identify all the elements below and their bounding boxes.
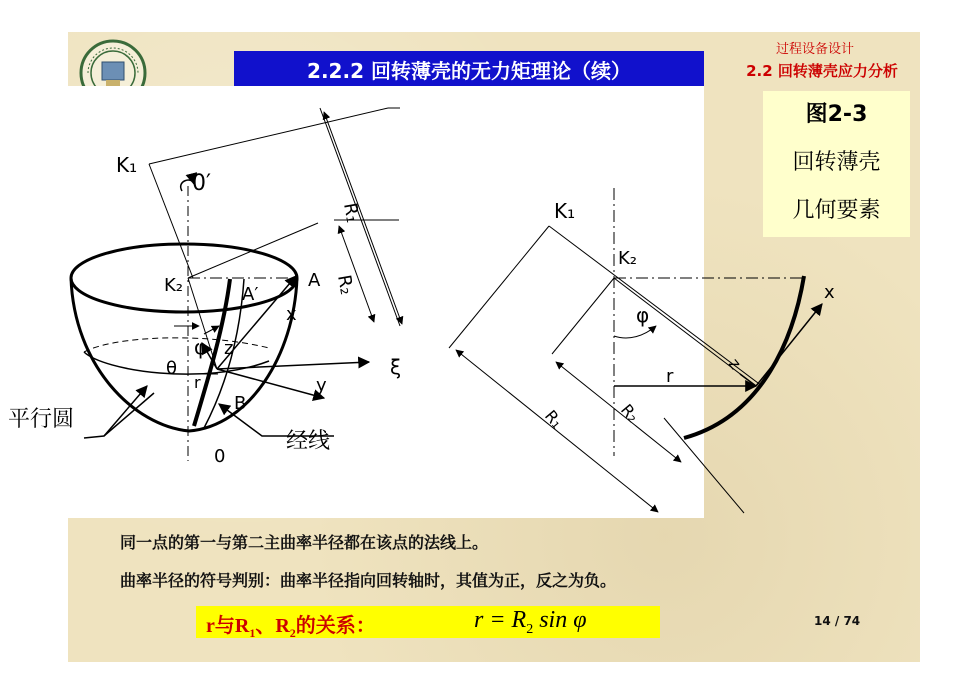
course-name: 过程设备设计 — [775, 42, 854, 57]
formula-label: r与$R_1$、$R_2$的关系： — [206, 615, 376, 640]
label-A: A — [308, 270, 321, 291]
label-K2-left: K₂ — [164, 275, 184, 296]
label-y: y — [316, 375, 327, 396]
page-title: 2.2.2 回转薄壳的无力矩理论（续） — [234, 51, 704, 91]
shell-geometry-diagram — [4, 86, 835, 518]
label-R2-right: R₂ — [616, 400, 643, 427]
diagram-area — [4, 86, 835, 518]
formula-expression: $r = R_2$ sin φ — [474, 607, 587, 637]
label-K1-left: K₁ — [116, 153, 138, 177]
label-z-right: z — [724, 354, 745, 374]
label-parallel-circle: 平行圆 — [8, 407, 75, 432]
label-r-right: r — [666, 366, 674, 387]
figure-number: 图2-3 — [805, 102, 868, 127]
label-theta: θ — [166, 358, 178, 379]
note-line-2: 曲率半径的符号判别：曲率半径指向回转轴时，其值为正，反之为负。 — [120, 571, 617, 590]
label-R1-right: R₁ — [540, 406, 567, 433]
label-R1-left: R₁ — [339, 201, 364, 225]
figure-caption-box — [763, 91, 910, 237]
note-line-1: 同一点的第一与第二主曲率半径都在该点的法线上。 — [120, 533, 489, 552]
formula-box — [196, 606, 660, 638]
label-x-right: x — [824, 282, 835, 303]
label-phi-left: φ — [194, 335, 208, 359]
label-z-left: z — [224, 338, 234, 359]
label-phi-right: φ — [636, 303, 650, 327]
label-A-prime: A′ — [242, 284, 259, 305]
label-K2-right: K₂ — [618, 248, 638, 269]
figure-caption-line1: 回转薄壳 — [792, 150, 881, 175]
page-number: 14 / 74 — [814, 614, 861, 628]
label-K1-right: K₁ — [554, 199, 576, 223]
label-O-prime: 0′ — [192, 171, 211, 196]
label-B: B — [234, 393, 247, 414]
section-name: 2.2 回转薄壳应力分析 — [746, 62, 898, 80]
label-meridian: 经线 — [286, 429, 331, 454]
figure-caption-line2: 几何要素 — [792, 198, 881, 223]
label-O: 0 — [214, 446, 226, 467]
label-r-left: r — [194, 373, 201, 392]
label-R2-left: R₂ — [333, 273, 358, 297]
label-xi: ξ — [390, 355, 402, 379]
label-x-left: x — [286, 304, 297, 325]
